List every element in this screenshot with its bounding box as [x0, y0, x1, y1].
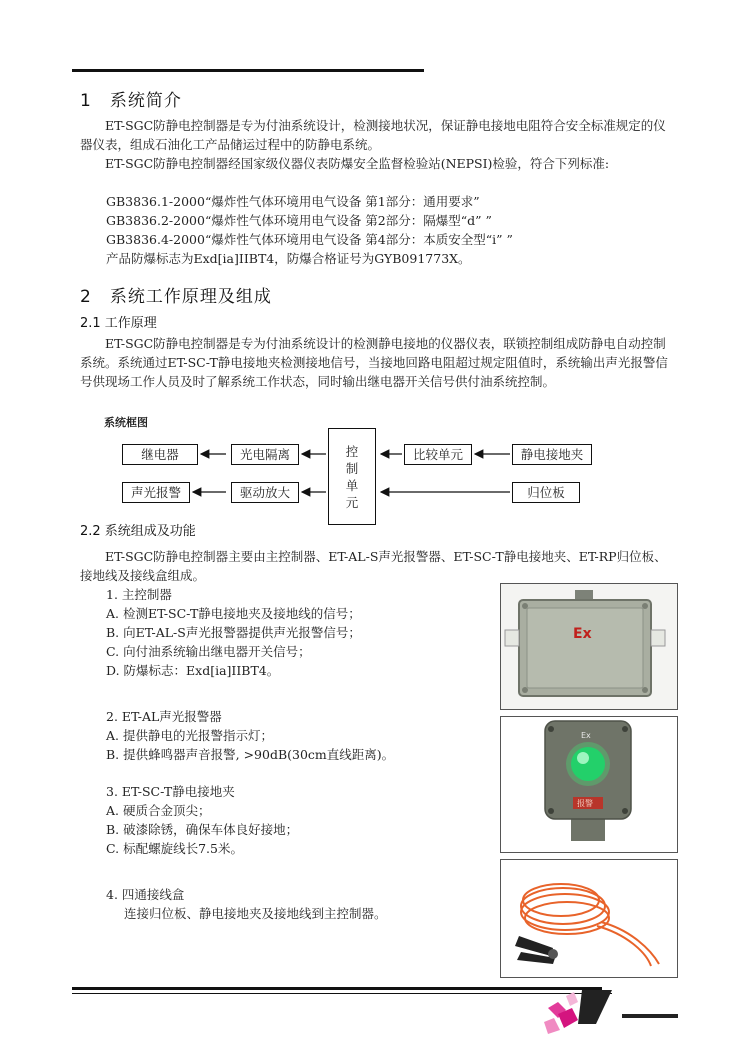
- control-char-2: 制: [345, 461, 359, 476]
- footer-rule-thick: [72, 987, 602, 990]
- part3-item-b: B. 破漆除锈，确保车体良好接地；: [106, 822, 299, 837]
- box-ex-label: Ex: [573, 626, 592, 642]
- footer-rule-thin: [72, 993, 612, 994]
- ground-clamp-illustration: [501, 860, 677, 977]
- part3-title: 3. ET-SC-T静电接地夹: [106, 784, 235, 799]
- main-controller-illustration: [501, 584, 677, 709]
- section2-heading: 2 系统工作原理及组成: [80, 287, 272, 307]
- standard-2: GB3836.2-2000“爆炸性气体环境用电气设备 第2部分：隔爆型“d” ”: [106, 213, 492, 228]
- box-clamp: 静电接地夹: [512, 444, 592, 465]
- section1-heading: 1 系统简介: [80, 91, 182, 111]
- diagram-title: 系统框图: [104, 416, 148, 429]
- box-isolation: 光电隔离: [231, 444, 299, 465]
- alarm-ex-label: Ex: [581, 731, 591, 740]
- subsection-2-1: 2.1 工作原理: [80, 316, 157, 331]
- alarm-plate-label: 报警: [577, 799, 593, 808]
- standard-1: GB3836.1-2000“爆炸性气体环境用电气设备 第1部分：通用要求”: [106, 194, 480, 209]
- photo-ground-clamp: [500, 859, 678, 978]
- part2-item-a: A. 提供静电的光报警指示灯；: [106, 728, 273, 743]
- part3-item-a: A. 硬质合金顶尖；: [106, 803, 211, 818]
- box-driver: 驱动放大: [231, 482, 299, 503]
- cert-line: 产品防爆标志为Exd[ia]IIBT4，防爆合格证号为GYB091773X。: [106, 251, 471, 266]
- part1-item-d: D. 防爆标志：Exd[ia]IIBT4。: [106, 663, 280, 678]
- section1-para1: ET-SGC防静电控制器是专为付油系统设计，检测接地状况，保证静电接地电阻符合安全标准规定的仪器仪表，组成石油化工产品储运过程中的防静电系统。: [80, 118, 666, 152]
- control-char-4: 元: [345, 495, 359, 510]
- box-alarm: 声光报警: [122, 482, 190, 503]
- part4-item: 连接归位板、静电接地夹及接地线到主控制器。: [124, 906, 387, 921]
- box-reset: 归位板: [512, 482, 580, 503]
- photo-alarm: [500, 716, 678, 853]
- part2-item-b: B. 提供蜂鸣器声音报警, >90dB(30cm直线距离)。: [106, 747, 395, 762]
- part3-item-c: C. 标配螺旋线长7.5米。: [106, 841, 243, 856]
- alarm-illustration: [501, 717, 677, 852]
- part2-title: 2. ET-AL声光报警器: [106, 709, 222, 724]
- part4-title: 4. 四通接线盒: [106, 887, 185, 902]
- box-compare: 比较单元: [404, 444, 472, 465]
- composition-para: ET-SGC防静电控制器主要由主控制器、ET-AL-S声光报警器、ET-SC-T静电接地夹、ET-RP归位板、接地线及接线盒组成。: [80, 549, 667, 583]
- principle-para: ET-SGC防静电控制器是专为付油系统设计的检测静电接地的仪器仪表，联锁控制组成防静电自动控制系统。系统通过ET-SC-T静电接地夹检测接地信号，当接地回路电阻超过规定阻值时，系统输出声光报警信号供现场工作人员及时了解系统工作状态，同时输出继电器开关信号供付油系统控制。: [80, 336, 668, 389]
- part1-title: 1. 主控制器: [106, 587, 172, 602]
- subsection-2-2: 2.2 系统组成及功能: [80, 524, 196, 539]
- standard-3: GB3836.4-2000“爆炸性气体环境用电气设备 第4部分：本质安全型“i” ”: [106, 232, 513, 247]
- control-char-1: 控: [345, 444, 359, 459]
- box-relay: 继电器: [122, 444, 198, 465]
- photo-main-controller: [500, 583, 678, 710]
- company-logo-icon: [540, 984, 690, 1044]
- part1-item-b: B. 向ET-AL-S声光报警器提供声光报警信号；: [106, 625, 361, 640]
- control-char-3: 单: [345, 478, 359, 493]
- section1-para2: ET-SGC防静电控制器经国家级仪器仪表防爆安全监督检验站(NEPSI)检验，符合下列标准:: [105, 156, 610, 171]
- part1-item-c: C. 向付油系统输出继电器开关信号；: [106, 644, 311, 659]
- part1-item-a: A. 检测ET-SC-T静电接地夹及接地线的信号；: [106, 606, 361, 621]
